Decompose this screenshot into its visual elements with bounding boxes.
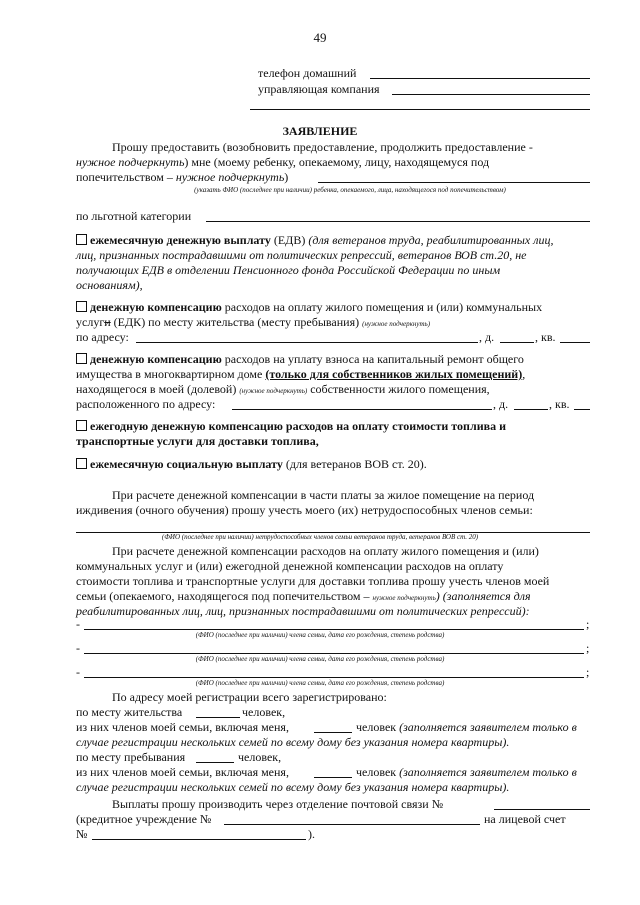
option-fuel[interactable]: ежегодную денежную компенсацию расходов на оплату стоимости топлива и (76, 419, 506, 434)
document-title: ЗАЯВЛЕНИЕ (282, 124, 358, 138)
person-name-hint: (указать ФИО (последнее при наличии) ребенка, опекаемого, лица, находящегося под попечительством) (194, 186, 506, 194)
post-office-field[interactable] (494, 797, 590, 810)
payment-line-1: Выплаты прошу производить через отделение почтовой связи № (112, 797, 444, 811)
registration-family2-unit: человек (заполняется заявителем только в (356, 765, 577, 779)
family-member-hint-2: (ФИО (последнее при наличии) члена семьи, дата его рождения, степень родства) (195, 655, 445, 663)
checkbox-icon[interactable] (76, 234, 87, 245)
company-field-line2[interactable] (250, 97, 590, 110)
registration-stay-field[interactable] (196, 750, 234, 763)
intro-line-2: нужное подчеркнуть) мне (моему ребенку, опекаемому, лицу, находящемуся под (76, 155, 490, 169)
intro-line-3: попечительством – нужное подчеркнуть) (76, 170, 289, 184)
dependents-field[interactable] (76, 520, 590, 533)
family-member-field-2[interactable] (84, 641, 584, 654)
family-member-dash-2: - (76, 641, 80, 655)
option-capital-line-2: имущества в многоквартирном доме (только для собственников жилых помещений), (76, 367, 526, 381)
capital-address-field[interactable] (232, 397, 492, 410)
phone-field[interactable] (370, 66, 590, 79)
payment-account-close: ). (308, 827, 315, 841)
registration-residence-field[interactable] (196, 705, 240, 718)
capital-address-label: расположенного по адресу: (76, 397, 216, 411)
registration-line-1: По адресу моей регистрации всего зарегистрировано: (112, 690, 387, 704)
checkbox-icon[interactable] (76, 458, 87, 469)
option-edk[interactable]: денежную компенсацию расходов на оплату жилого помещения и (или) коммунальных (76, 300, 542, 315)
registration-stay-unit: человек, (238, 750, 282, 764)
family-member-dash-3: - (76, 665, 80, 679)
family-line-1: При расчете денежной компенсации расходов на оплату жилого помещения и (или) (112, 544, 539, 558)
payment-account-label: на лицевой счет (484, 812, 566, 826)
family-member-field-1[interactable] (84, 617, 584, 630)
phone-label: телефон домашний (258, 66, 357, 80)
registration-family-unit: человек (заполняется заявителем только в (356, 720, 577, 734)
payment-bank-label: (кредитное учреждение № (76, 812, 212, 826)
family-line-4: семьи (опекаемого, находящегося под попечительством – нужное подчеркнуть) (заполняется для (76, 589, 531, 603)
registration-family-label: из них членов моей семьи, включая меня, (76, 720, 289, 734)
option-social[interactable]: ежемесячную социальную выплату (для ветеранов ВОВ ст. 20). (76, 457, 427, 472)
registration-family2-label: из них членов моей семьи, включая меня, (76, 765, 289, 779)
edk-house-label: , д. (479, 330, 495, 344)
company-label: управляющая компания (258, 82, 380, 96)
edk-flat-field[interactable] (560, 330, 590, 343)
edk-address-field[interactable] (136, 330, 478, 343)
option-edv-line-4: основаниям), (76, 278, 143, 292)
family-member-hint-1: (ФИО (последнее при наличии) члена семьи, дата его рождения, степень родства) (195, 631, 445, 639)
category-label: по льготной категории (76, 209, 192, 223)
option-fuel-line-2: транспортные услуги для доставки топлива, (76, 434, 319, 448)
dependents-line-2: иждивения (очного обучения) прошу учесть моего (их) нетрудоспособных членов семьи: (76, 503, 533, 517)
capital-house-field[interactable] (514, 397, 548, 410)
registration-stay-label: по месту пребывания (76, 750, 186, 764)
dependents-line-1: При расчете денежной компенсации в части платы за жилое помещение на период (112, 488, 535, 502)
registration-family2-field[interactable] (314, 765, 352, 778)
account-field[interactable] (92, 827, 306, 840)
registration-family-field[interactable] (314, 720, 352, 733)
capital-flat-label: , кв. (549, 397, 570, 411)
option-edv-line-2: лиц, признанных пострадавшими от политических репрессий, ветеранов ВОВ ст.20, не (76, 248, 527, 262)
bank-field[interactable] (224, 812, 480, 825)
option-edv-line-3: получающих ЕДВ в отделении Пенсионного фонда Российской Федерации по иным (76, 263, 501, 277)
family-line-5: реабилитированных лиц, лиц, признанных пострадавшими от политических репрессий): (76, 604, 530, 618)
capital-flat-field[interactable] (574, 397, 590, 410)
family-member-field-3[interactable] (84, 665, 584, 678)
family-member-semicolon-1: ; (586, 617, 590, 631)
edk-house-field[interactable] (500, 330, 534, 343)
checkbox-icon[interactable] (76, 301, 87, 312)
edk-flat-label: , кв. (535, 330, 556, 344)
payment-account-number-label: № (76, 827, 88, 841)
company-field[interactable] (392, 82, 590, 95)
family-member-semicolon-3: ; (586, 665, 590, 679)
dependents-hint: (ФИО (последнее при наличии) нетрудоспособных членов семьи ветеранов труда, ветеранов ВОВ ст. 20) (161, 533, 479, 541)
checkbox-icon[interactable] (76, 420, 87, 431)
registration-family-note: случае регистрации нескольких семей по всему дому без указания номера квартиры). (76, 735, 510, 749)
intro-line-1: Прошу предоставить (возобновить предоставление, продолжить предоставление - (112, 140, 533, 154)
option-edv[interactable]: ежемесячную денежную выплату (ЕДВ) (для ветеранов труда, реабилитированных лиц, (76, 233, 553, 248)
edk-address-label: по адресу: (76, 330, 129, 344)
option-capital-repair[interactable]: денежную компенсацию расходов на уплату взноса на капитальный ремонт общего (76, 352, 524, 367)
checkbox-icon[interactable] (76, 353, 87, 364)
registration-family2-note: случае регистрации нескольких семей по всему дому без указания номера квартиры). (76, 780, 510, 794)
registration-residence-unit: человек, (242, 705, 286, 719)
registration-residence-label: по месту жительства (76, 705, 183, 719)
page-number: 49 (313, 30, 327, 45)
family-line-3: стоимости топлива и транспортные услуги для доставки топлива прошу учесть членов моей (76, 574, 550, 588)
option-edk-line-2: услуги (ЕДК) по месту жительства (месту пребывания) (нужное подчеркнуть) (76, 315, 431, 329)
family-member-semicolon-2: ; (586, 641, 590, 655)
family-line-2: коммунальных услуг и (или) ежегодной денежной компенсации расходов на оплату (76, 559, 504, 573)
person-name-field[interactable] (318, 170, 590, 183)
family-member-hint-3: (ФИО (последнее при наличии) члена семьи, дата его рождения, степень родства) (195, 679, 445, 687)
family-member-dash-1: - (76, 617, 80, 631)
option-capital-line-3: находящегося в моей (долевой) (нужное подчеркнуть) собственности жилого помещения, (76, 382, 490, 396)
capital-house-label: , д. (493, 397, 509, 411)
category-field[interactable] (206, 209, 590, 222)
